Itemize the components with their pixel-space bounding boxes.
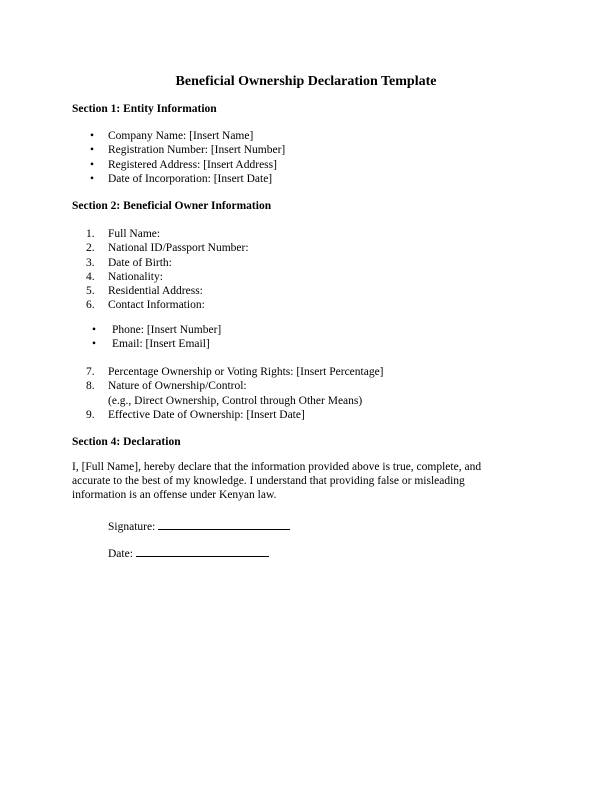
signature-label: Signature: [108,521,156,533]
date-blank [136,546,269,557]
bullet-icon: • [90,158,95,171]
declaration-paragraph: I, [Full Name], hereby declare that the information provided above is true, complete, and accurate to the best of my knowledge. I understand that providing false or misleading information is an offense under Kenyan law. [72,461,482,501]
section-2-heading: Section 2: Beneficial Owner Information [72,200,272,212]
bullet-icon: • [90,130,95,142]
bullet-icon: • [90,144,95,157]
document-title: Beneficial Ownership Declaration Template [175,74,437,89]
bullet-icon: • [92,338,97,351]
date-label: Date: [108,548,133,560]
signature-line [108,519,290,534]
bullet-icon: • [92,324,97,336]
date-line [108,546,269,561]
section-4-heading: Section 4: Declaration [72,436,181,448]
document-page: Beneficial Ownership Declaration Template Section 1: Entity Information • Company Name: [Insert Name] • Registration Number: [Insert Number] • Registered Address: [Insert Address] • Date of Incorporation: [Insert Date] Section 2: Beneficial Owner Information 1. Full Name: 2. National ID/Passport Number: 3. Date of Birth: 4. Nationality: 5. Residential Address: 6. Contact Information: • Phone: [Insert Number] • Email: [Insert Email] 7. Percentage Ownership or Voting Rights: [Insert Percentage] 8. Nature of Ownership/Control: (e.g., Direct Ownership, Control through Other Means) 9. Effective Date of Ownership: [Insert Date] Section 4: Declaration I, [Full Name], hereby declare that the information provided above is true, complete, and accurate to the best of my knowledge. I understand that providing false or misleading information is an offense under Kenyan law. Signature: Date: [0,0,612,792]
signature-blank [158,519,290,530]
section-1-heading: Section 1: Entity Information [72,103,217,115]
bullet-icon: • [90,172,95,185]
